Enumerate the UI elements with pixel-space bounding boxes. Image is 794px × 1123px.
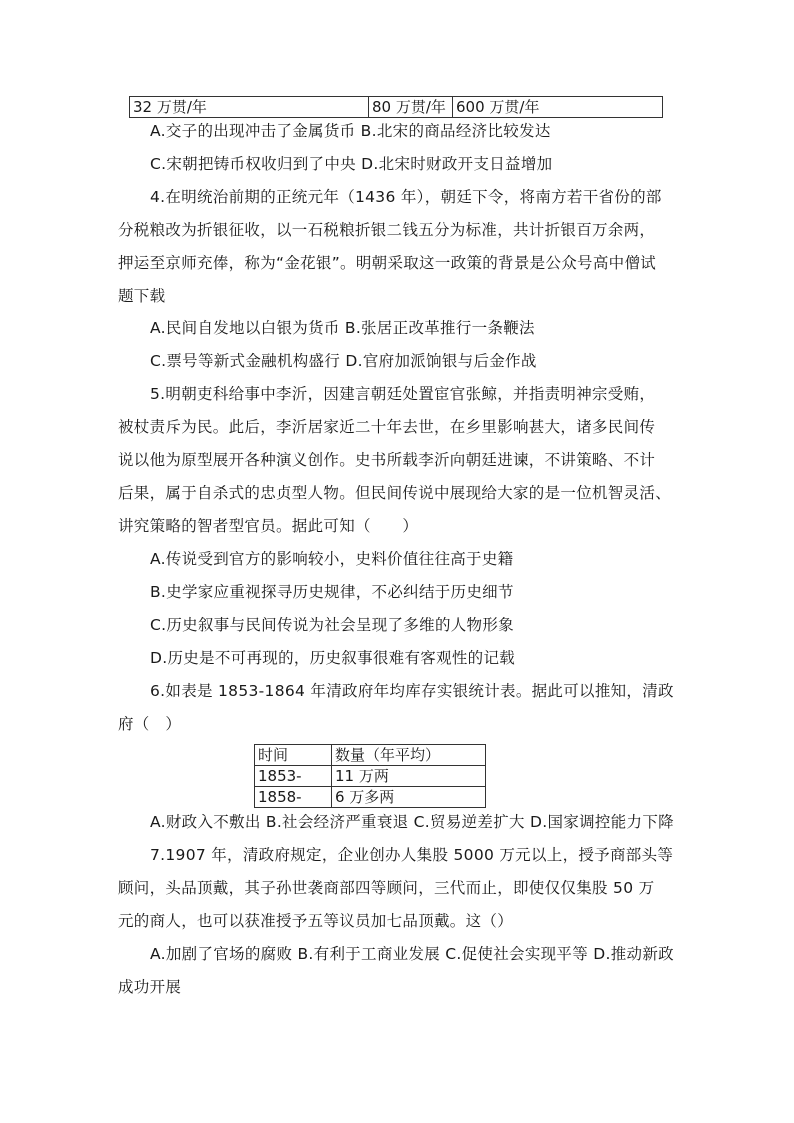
q5-stem-line-5: 讲究策略的智者型官员。据此可知（ ） <box>118 517 419 535</box>
table-row <box>255 787 486 808</box>
q5-option-d: D.历史是不可再现的，历史叙事很难有客观性的记载 <box>150 649 516 667</box>
q6-stem-line-2: 府（ ） <box>118 715 182 733</box>
table-cell: 6 万多两 <box>332 787 486 808</box>
revenue-table <box>129 96 663 118</box>
table-cell: 32 万贯/年 <box>130 97 369 118</box>
table-cell: 11 万两 <box>332 766 486 787</box>
table-cell: 1858- <box>255 787 332 808</box>
q5-option-c: C.历史叙事与民间传说为社会呈现了多维的人物形象 <box>150 616 514 634</box>
table-cell: 80 万贯/年 <box>369 97 453 118</box>
table-row <box>130 97 663 118</box>
q4-stem-line-3: 押运至京师充俸，称为“金花银”。明朝采取这一政策的背景是公众号高中僧试 <box>118 254 657 272</box>
table-cell: 600 万贯/年 <box>453 97 663 118</box>
table-cell: 1853- <box>255 766 332 787</box>
q3-options-line-2: C.宋朝把铸币权收归到了中央 D.北宋时财政开支日益增加 <box>150 155 553 173</box>
q3-options-line-1: A.交子的出现冲击了金属货币 B.北宋的商品经济比较发达 <box>150 122 551 140</box>
table-header-cell: 时间 <box>255 745 332 766</box>
table-header-row <box>255 745 486 766</box>
q4-stem-line-4: 题下载 <box>118 287 166 305</box>
q5-option-b: B.史学家应重视探寻历史规律，不必纠结于历史细节 <box>150 583 514 601</box>
q5-stem-line-3: 说以他为原型展开各种演义创作。史书所载李沂向朝廷进谏，不讲策略、不计 <box>118 451 656 469</box>
q7-stem-line-3: 元的商人，也可以获准授予五等议员加七品顶戴。这（） <box>118 912 514 930</box>
q6-options-line-1: A.财政入不敷出 B.社会经济严重衰退 C.贸易逆差扩大 D.国家调控能力下降 <box>150 813 674 831</box>
q4-stem-line-1: 4.在明统治前期的正统元年（1436 年），朝廷下令，将南方若干省份的部 <box>150 188 662 206</box>
q6-stem-line-1: 6.如表是 1853-1864 年清政府年均库存实银统计表。据此可以推知，清政 <box>150 682 674 700</box>
q7-options-line-2: 成功开展 <box>118 978 182 996</box>
q5-stem-line-1: 5.明朝吏科给事中李沂，因建言朝廷处置宦官张鲸，并指责明神宗受贿， <box>150 385 656 403</box>
q4-options-line-1: A.民间自发地以白银为货币 B.张居正改革推行一条鞭法 <box>150 319 535 337</box>
q5-stem-line-2: 被杖责斥为民。此后，李沂居家近二十年去世，在乡里影响甚大，诸多民间传 <box>118 418 656 436</box>
table-row <box>255 766 486 787</box>
q5-stem-line-4: 后果，属于自杀式的忠贞型人物。但民间传说中展现给大家的是一位机智灵活、 <box>118 484 672 502</box>
q7-stem-line-2: 顾问，头品顶戴，其子孙世袭商部四等顾问，三代而止，即使仅仅集股 50 万 <box>118 879 655 897</box>
table-header-cell: 数量（年平均） <box>332 745 486 766</box>
q5-option-a: A.传说受到官方的影响较小，史料价值往往高于史籍 <box>150 550 514 568</box>
q7-stem-line-1: 7.1907 年，清政府规定，企业创办人集股 5000 万元以上，授予商部头等 <box>150 846 674 864</box>
q4-options-line-2: C.票号等新式金融机构盛行 D.官府加派饷银与后金作战 <box>150 352 537 370</box>
q7-options-line-1: A.加剧了官场的腐败 B.有利于工商业发展 C.促使社会实现平等 D.推动新政 <box>150 945 674 963</box>
silver-reserve-table <box>254 744 486 808</box>
q4-stem-line-2: 分税粮改为折银征收，以一石税粮折银二钱五分为标准，共计折银百万余两， <box>118 221 656 239</box>
